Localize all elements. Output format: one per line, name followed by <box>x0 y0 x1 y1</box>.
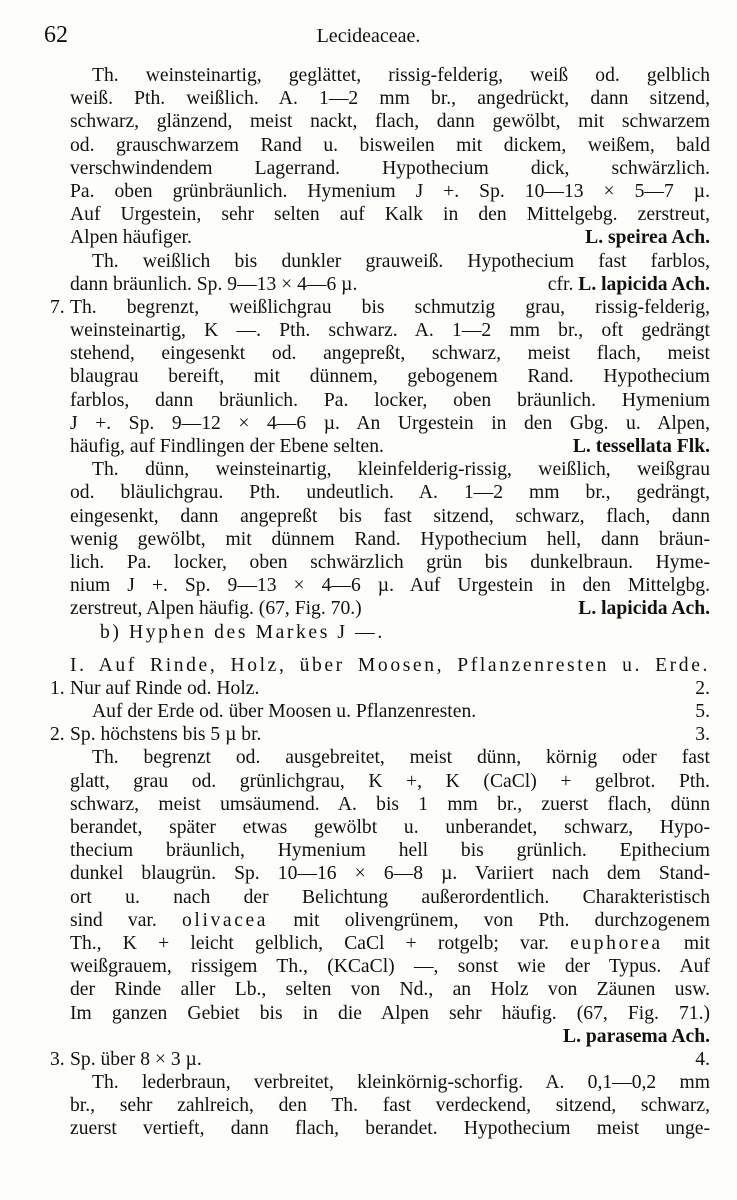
text-fragment: häufig, auf Findlingen der Ebene selten. <box>70 436 384 457</box>
text-line: Th. begrenzt od. ausgebreitet, meist dünn, körnig oder fast <box>92 747 710 769</box>
page-header <box>0 22 737 50</box>
text-line: thecium bräunlich, Hymenium hell bis grünlich. Epithecium <box>70 840 710 862</box>
text-line: dunkel blaugrün. Sp. 10—16 × 6—8 µ. Variiert nach dem Stand- <box>70 863 710 885</box>
text-line: Pa. oben grünbräunlich. Hymenium J +. Sp. 10—13 × 5—7 µ. <box>70 180 710 202</box>
text-line: eingesenkt, dann angepreßt bis fast sitzend, schwarz, flach, dann <box>70 505 710 527</box>
text-line: weiß. Pth. weißlich. A. 1—2 mm br., angedrückt, dann sitzend, <box>70 88 710 110</box>
key-line <box>50 1048 710 1071</box>
key-number: 3. <box>50 1048 65 1070</box>
species-name: L. lapicida Ach. <box>578 598 710 620</box>
text-line: lich. Pa. locker, oben schwärzlich grün bis dunkelbraun. Hyme- <box>70 551 710 573</box>
text-line: schwarz, meist umsäumend. A. bis 1 mm br., zuerst flach, dünn <box>70 793 710 815</box>
text-line <box>70 597 710 620</box>
key-number: 1. <box>50 677 65 699</box>
text-line: Th. weinsteinartig, geglättet, rissig-felderig, weiß od. gelblich <box>92 65 710 86</box>
text-fragment: Auf der Erde od. über Moosen u. Pflanzenresten. <box>92 701 477 723</box>
text-line: blaugrau bereift, mit dünnem, gebogenem Rand. Hypothecium <box>70 366 710 388</box>
text-line: sind var. olivacea mit olivengrünem, von Pth. durchzogenem <box>70 909 710 931</box>
text-line: weinsteinartig, K —. Pth. schwarz. A. 1—2 mm br., oft gedrängt <box>70 320 710 342</box>
text-line: Th., K + leicht gelblich, CaCl + rotgelb; var. euphorea mit <box>70 932 711 954</box>
text-fragment: dann bräunlich. Sp. 9—13 × 4—6 µ. <box>70 273 358 295</box>
text-line: der Rinde aller Lb., selten von Nd., an Holz von Zäunen usw. <box>70 979 710 1001</box>
section-heading: I. Auf Rinde, Holz, über Moosen, Pflanzenresten u. Erde. <box>70 654 710 676</box>
running-head: Lecideaceae. <box>316 25 421 47</box>
text-line <box>70 1025 710 1048</box>
text-line: stehend, eingesenkt od. angepreßt, schwarz, meist flach, meist <box>70 343 710 365</box>
text-line: ort u. nach der Belichtung außerordentlich. Charakteristisch <box>70 886 710 908</box>
key-lead: 5. <box>695 701 710 723</box>
text-fragment: Sp. über 8 × 3 µ. <box>70 1048 202 1070</box>
text-line: J +. Sp. 9—12 × 4—6 µ. An Urgestein in den Gbg. u. Alpen, <box>70 412 710 434</box>
text-line: 7. Th. begrenzt, weißlichgrau bis schmutzig grau, rissig-felderig, <box>50 296 710 318</box>
text-line: berandet, später etwas gewölbt u. unberandet, schwarz, Hypo- <box>70 817 710 838</box>
text-line: od. bläulichgrau. Pth. undeutlich. A. 1—2 mm br., gedrängt, <box>70 482 710 504</box>
text-line: weißgrauem, rissigem Th., (KCaCl) —, sonst wie der Typus. Auf <box>70 956 710 978</box>
text-line: Th. weißlich bis dunkler grauweiß. Hypothecium fast farblos, <box>92 250 710 272</box>
key-lead: 3. <box>695 724 710 746</box>
text-line: Im ganzen Gebiet bis in die Alpen sehr häufig. (67, Fig. 71.) <box>70 1002 710 1024</box>
text-body <box>50 64 711 1141</box>
key-line <box>50 677 710 700</box>
page-number: 62 <box>44 22 68 48</box>
text-line: Auf Urgestein, sehr selten auf Kalk in den Mittelgebg. zerstreut, <box>70 204 710 226</box>
species-name: L. tessellata Flk. <box>572 436 710 457</box>
species-name: L. speirea Ach. <box>585 227 710 249</box>
text-line <box>70 435 710 458</box>
text-fragment: Nur auf Rinde od. Holz. <box>70 677 260 699</box>
text-line: verschwindendem Lagerrand. Hypothecium dick, schwärzlich. <box>70 157 710 179</box>
text-line: Th. lederbraun, verbreitet, kleinkörnig-schorfig. A. 0,1—0,2 mm <box>92 1072 710 1094</box>
text-line: schwarz, glänzend, meist nackt, flach, dann gewölbt, mit schwarzem <box>70 111 710 133</box>
key-line <box>50 723 710 746</box>
key-number: 2. <box>50 724 65 746</box>
text-line: zuerst vertieft, dann flach, berandet. Hypothecium meist unge- <box>70 1118 710 1140</box>
key-lead: 2. <box>695 677 710 699</box>
key-number: 7. <box>50 296 65 318</box>
text-fragment: Sp. höchstens bis 5 µ br. <box>70 724 262 746</box>
text-line <box>70 226 710 249</box>
section-heading: b) Hyphen des Markes J —. <box>100 621 385 643</box>
key-lead: 4. <box>695 1048 710 1070</box>
text-fragment: zerstreut, Alpen häufig. (67, Fig. 70.) <box>70 598 362 620</box>
key-line <box>70 700 710 723</box>
text-line: glatt, grau od. grünlichgrau, K +, K (CaCl) + gelbrot. Pth. <box>70 770 710 792</box>
text-line: wenig gewölbt, mit dünnem Rand. Hypothecium hell, dann bräun- <box>70 528 710 550</box>
text-fragment: Alpen häufiger. <box>70 227 192 249</box>
species-name: cfr. L. lapicida Ach. <box>547 273 710 295</box>
species-name: L. parasema Ach. <box>563 1025 710 1047</box>
text-line <box>70 273 710 296</box>
text-line: Th. dünn, weinsteinartig, kleinfelderig-rissig, weißlich, weißgrau <box>92 459 710 481</box>
text-line: od. grauschwarzem Rand u. bisweilen mit dickem, weißem, bald <box>70 134 710 156</box>
text-line: farblos, dann bräunlich. Pa. locker, oben bräunlich. Hymenium <box>70 389 710 411</box>
text-line: nium J +. Sp. 9—13 × 4—6 µ. Auf Urgestein in den Mittelgbg. <box>70 575 710 597</box>
text-line: br., sehr zahlreich, den Th. fast verdeckend, sitzend, schwarz, <box>70 1095 710 1117</box>
